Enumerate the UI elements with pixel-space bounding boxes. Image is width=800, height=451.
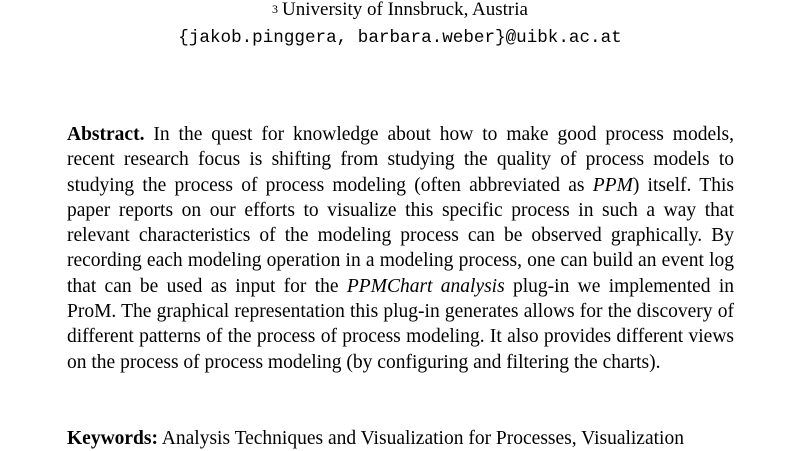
- abstract-paragraph: [67, 122, 734, 375]
- abstract-ppm-term: PPM: [592, 174, 633, 196]
- affiliation-line: [0, 0, 800, 23]
- affiliation-text: University of Innsbruck, Austria: [282, 0, 528, 20]
- keywords-label: Keywords:: [67, 428, 158, 449]
- keywords-line: [67, 426, 767, 451]
- affiliation-superscript: 3: [272, 2, 279, 16]
- abstract-text-part-1: In the quest for knowledge about how to make good process models, recent research focus is shifting from studying the quality of process models to studying the process of process modeling (often abbreviated as: [67, 124, 734, 196]
- abstract-text-part-2: ) itself. This paper reports on our efforts to visualize this specific process in such a way that relevant characteristics of the modeling process can be observed graphically. By recording each modeling operation in a modeling process, one can build an event log that can be used as input for the: [67, 174, 734, 297]
- abstract-ppmchart-term: PPMChart analysis: [346, 275, 505, 297]
- abstract-text-part-3: plug-in we implemented in ProM. The graphical representation this plug-in generates allows for the discovery of different patterns of the process of process modeling. It also provides different views on the process of process modeling (by configuring and filtering the charts).: [67, 275, 735, 373]
- keywords-text: Analysis Techniques and Visualization for Processes, Visualization: [158, 428, 684, 449]
- abstract-label: Abstract.: [67, 124, 145, 145]
- author-email: {jakob.pinggera, barbara.weber}@uibk.ac.at: [178, 28, 622, 48]
